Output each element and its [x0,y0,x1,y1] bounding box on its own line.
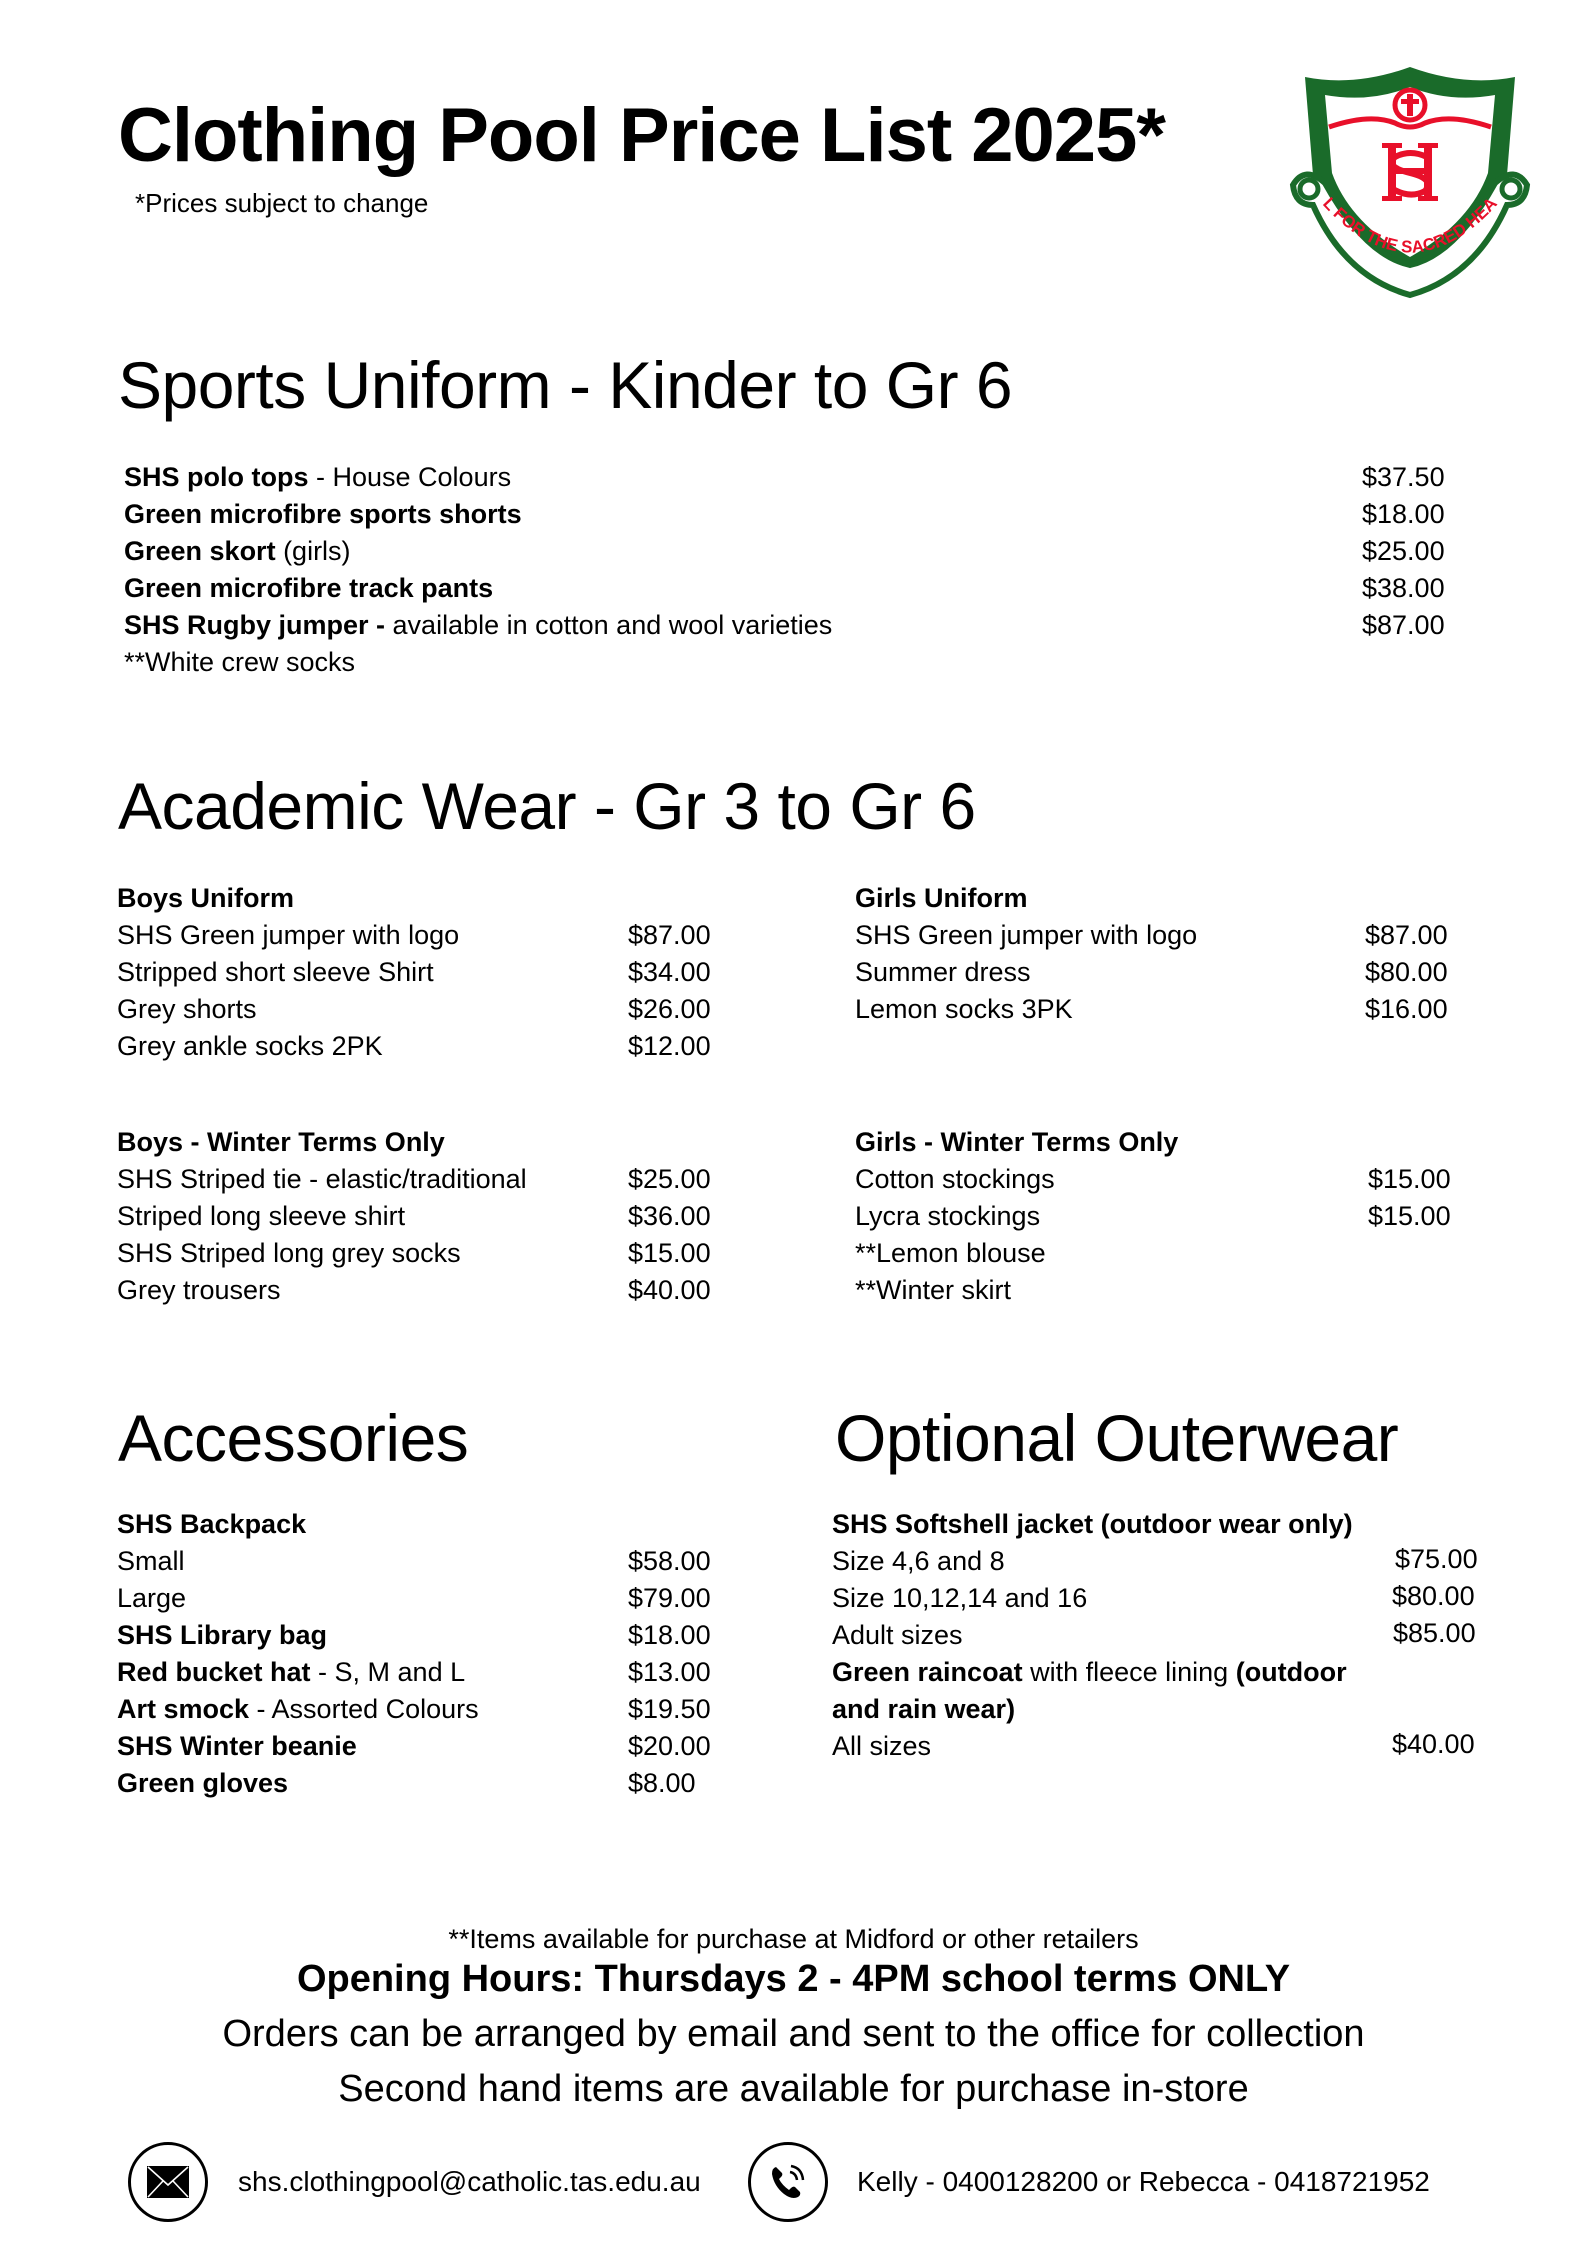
item-price: $36.00 [628,1201,711,1231]
phone-contacts[interactable]: Kelly - 0400128200 or Rebecca - 0418721952 [857,2166,1430,2197]
item-price: $40.00 [628,1275,711,1305]
item-name: Stripped short sleeve Shirt [117,957,434,987]
raincoat-name: Green raincoat [832,1657,1023,1687]
item-name: Adult sizes [832,1620,963,1650]
item-name: Red bucket hat [117,1657,311,1687]
item-price: $25.00 [1362,536,1445,566]
group-title: Boys - Winter Terms Only [117,1127,445,1157]
list-item [117,1654,465,1691]
crest-motto: L FOR THE SACRED HEA [1319,193,1501,257]
item-name: Size 10,12,14 and 16 [832,1583,1088,1613]
opening-hours: Opening Hours: Thursdays 2 - 4PM school terms ONLY [296,1958,1291,2000]
raincoat-detail: with fleece lining [1022,1657,1236,1687]
envelope-icon [128,2142,208,2222]
section-heading-academic: Academic Wear - Gr 3 to Gr 6 [118,769,976,843]
item-price: $12.00 [628,1031,711,1061]
item-price: $38.00 [1362,573,1445,603]
list-item [117,1765,288,1802]
item-price: $87.00 [1365,920,1448,950]
item-price: $18.00 [628,1620,711,1650]
item-price: $34.00 [628,957,711,987]
item-name: Grey shorts [117,994,257,1024]
retailers-note: **Items available for purchase at Midford or other retailers [448,1924,1139,1954]
item-price: $16.00 [1365,994,1448,1024]
list-item [117,1617,327,1654]
item-price: $79.00 [628,1583,711,1613]
item-detail: - Assorted Colours [249,1694,479,1724]
group-title: SHS Softshell jacket (outdoor wear only) [832,1509,1353,1539]
item-name: Lycra stockings [855,1201,1041,1231]
item-name: Lemon socks 3PK [855,994,1073,1024]
item-price: $85.00 [1393,1618,1476,1648]
item-price: $15.00 [628,1238,711,1268]
item-price: $8.00 [628,1768,696,1798]
item-price: $80.00 [1392,1581,1475,1611]
list-item [124,644,355,681]
item-price: $15.00 [1368,1164,1451,1194]
raincoat-usage-cont: and rain wear) [832,1694,1016,1724]
list-item [117,1543,185,1580]
list-item [124,533,351,570]
item-name: Grey ankle socks 2PK [117,1031,383,1061]
list-item [117,1691,479,1728]
item-name: Green microfibre track pants [124,573,494,603]
orders-note: Orders can be arranged by email and sent to the office for collection [222,2013,1365,2055]
item-name: Green microfibre sports shorts [124,499,522,529]
item-name: SHS Backpack [117,1509,307,1539]
phone-icon [748,2142,828,2222]
second-hand-note: Second hand items are available for purchase in-store [338,2068,1249,2110]
item-name: SHS Winter beanie [117,1731,357,1761]
page-title: Clothing Pool Price List 2025* [118,93,1165,178]
item-name: Grey trousers [117,1275,281,1305]
item-name: Summer dress [855,957,1031,987]
group-title: Girls Uniform [855,883,1028,913]
group-title-raincoat [832,1654,1347,1691]
raincoat-usage: (outdoor [1235,1657,1347,1687]
item-name: Green skort [124,536,276,566]
list-item [117,1728,357,1765]
item-name: SHS Rugby jumper - [124,610,386,640]
group-title: Boys Uniform [117,883,295,913]
item-price: $15.00 [1368,1201,1451,1231]
item-price: $37.50 [1362,462,1445,492]
item-name: **Lemon blouse [855,1238,1046,1268]
item-name: SHS Green jumper with logo [117,920,460,950]
item-price: $25.00 [628,1164,711,1194]
item-detail: **White crew socks [124,647,356,677]
section-heading-accessories: Accessories [118,1401,469,1475]
list-item [124,496,522,533]
item-name: SHS Striped long grey socks [117,1238,461,1268]
item-price: $75.00 [1395,1544,1478,1574]
item-name: SHS polo tops [124,462,309,492]
item-name: Cotton stockings [855,1164,1055,1194]
item-price: $26.00 [628,994,711,1024]
list-item [124,607,832,644]
item-detail: - House Colours [308,462,512,492]
item-name: **Winter skirt [855,1275,1012,1305]
item-name: SHS Green jumper with logo [855,920,1198,950]
page-subtitle: *Prices subject to change [135,188,429,218]
item-price: $18.00 [1362,499,1445,529]
item-price: $40.00 [1392,1729,1475,1759]
item-detail: (girls) [275,536,351,566]
item-price: $13.00 [628,1657,711,1687]
item-detail: Large [117,1583,187,1613]
section-heading-outerwear: Optional Outerwear [835,1401,1399,1475]
list-item [124,459,511,496]
item-price: $58.00 [628,1546,711,1576]
item-name: All sizes [832,1731,932,1761]
list-item [117,1580,186,1617]
item-price: $87.00 [1362,610,1445,640]
item-name: Size 4,6 and 8 [832,1546,1005,1576]
item-name: SHS Library bag [117,1620,328,1650]
list-item [117,1506,306,1543]
item-name: Green gloves [117,1768,289,1798]
item-price: $19.50 [628,1694,711,1724]
item-price: $87.00 [628,920,711,950]
item-name: SHS Striped tie - elastic/traditional [117,1164,527,1194]
item-price: $80.00 [1365,957,1448,987]
email-address[interactable]: shs.clothingpool@catholic.tas.edu.au [238,2166,701,2197]
item-detail: available in cotton and wool varieties [385,610,833,640]
item-detail: - S, M and L [310,1657,466,1687]
school-crest-logo [1285,65,1535,305]
item-detail: Small [117,1546,185,1576]
item-price: $20.00 [628,1731,711,1761]
item-name: Art smock [117,1694,250,1724]
list-item [124,570,493,607]
group-title: Girls - Winter Terms Only [855,1127,1179,1157]
section-heading-sports: Sports Uniform - Kinder to Gr 6 [118,348,1013,422]
item-name: Striped long sleeve shirt [117,1201,406,1231]
